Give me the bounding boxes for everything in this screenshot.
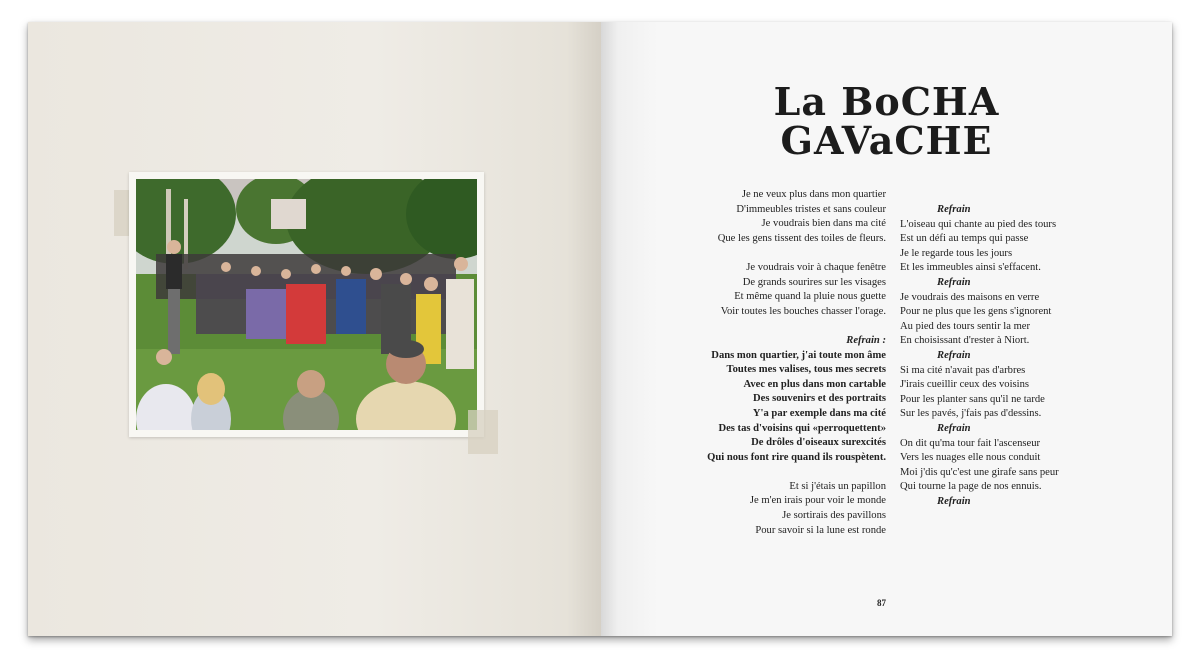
lyric-line: En choisissant d'rester à Niort. bbox=[900, 335, 1030, 347]
lyric-line: Je m'en irais pour voir le monde bbox=[749, 495, 886, 507]
lyric-line: L'oiseau qui chante au pied des tours bbox=[900, 218, 1057, 230]
right-page bbox=[601, 22, 1172, 636]
refrain-marker: Refrain bbox=[937, 349, 971, 361]
lyric-line: Et les immeubles ainsi s'effacent. bbox=[900, 262, 1041, 274]
choir-photo bbox=[136, 179, 477, 430]
lyric-line: Pour les planter sans qu'il ne tarde bbox=[900, 393, 1045, 405]
lyric-line: Je sortirais des pavillons bbox=[782, 510, 886, 522]
choir-photo-illustration bbox=[136, 179, 477, 430]
refrain-line: Dans mon quartier, j'ai toute mon âme bbox=[711, 349, 886, 361]
title-line-2: GAVaCHE bbox=[780, 118, 993, 163]
lyric-line: Je voudrais voir à chaque fenêtre bbox=[746, 261, 886, 273]
refrain-marker: Refrain bbox=[937, 276, 971, 288]
lyric-line: Je le regarde tous les jours bbox=[900, 247, 1013, 259]
lyric-line: Je voudrais bien dans ma cité bbox=[761, 218, 886, 230]
lyric-line: D'immeubles tristes et sans couleur bbox=[736, 203, 886, 215]
lyrics-left-column bbox=[648, 188, 886, 538]
lyric-line: Si ma cité n'avait pas d'arbres bbox=[900, 364, 1026, 376]
lyric-line: Et même quand la pluie nous guette bbox=[734, 291, 886, 303]
photo-tape-bottom-right bbox=[468, 410, 498, 454]
lyric-line: Vers les nuages elle nous conduit bbox=[900, 452, 1041, 464]
left-page bbox=[28, 22, 601, 636]
refrain-line: Qui nous font rire quand ils rouspètent. bbox=[707, 451, 886, 463]
lyric-line: Je voudrais des maisons en verre bbox=[900, 291, 1040, 303]
lyric-line: Pour savoir si la lune est ronde bbox=[755, 524, 886, 536]
photo-frame bbox=[129, 172, 484, 437]
lyric-line: Et si j'étais un papillon bbox=[789, 480, 886, 492]
refrain-line: Toutes mes valises, tous mes secrets bbox=[726, 364, 886, 376]
refrain-label: Refrain : bbox=[846, 334, 886, 346]
lyrics-right-column bbox=[900, 203, 1100, 509]
refrain-line: De drôles d'oiseaux surexcités bbox=[751, 437, 886, 449]
song-title bbox=[651, 79, 1122, 163]
refrain-line: Y'a par exemple dans ma cité bbox=[752, 407, 886, 419]
lyric-line: J'irais cueillir ceux des voisins bbox=[900, 379, 1030, 391]
refrain-marker: Refrain bbox=[937, 495, 971, 507]
title-line-1: La BoCHA bbox=[773, 79, 1000, 124]
lyric-line: Est un défi au temps qui passe bbox=[900, 233, 1029, 245]
lyric-line: Qui tourne la page de nos ennuis. bbox=[900, 481, 1042, 493]
lyric-line: Pour ne plus que les gens s'ignorent bbox=[900, 306, 1052, 318]
lyric-line: Que les gens tissent des toiles de fleurs. bbox=[717, 232, 886, 244]
lyric-line: Sur les pavés, j'fais pas d'dessins. bbox=[900, 408, 1042, 420]
lyric-line: Moi j'dis qu'c'est une girafe sans peur bbox=[900, 466, 1059, 478]
refrain-marker: Refrain bbox=[937, 204, 971, 215]
lyric-line: Au pied des tours sentir la mer bbox=[900, 320, 1031, 332]
lyric-line: De grands sourires sur les visages bbox=[742, 276, 886, 288]
page-number: 87 bbox=[877, 598, 886, 608]
refrain-marker: Refrain bbox=[937, 422, 971, 434]
lyric-line: Voir toutes les bouches chasser l'orage. bbox=[720, 305, 886, 317]
refrain-line: Des tas d'voisins qui «perroquettent» bbox=[718, 422, 886, 434]
refrain-line: Des souvenirs et des portraits bbox=[753, 393, 886, 405]
open-book bbox=[28, 22, 1172, 636]
lyric-line: On dit qu'ma tour fait l'ascenseur bbox=[900, 437, 1041, 449]
refrain-line: Avec en plus dans mon cartable bbox=[743, 378, 886, 390]
lyric-line: Je ne veux plus dans mon quartier bbox=[741, 189, 886, 200]
